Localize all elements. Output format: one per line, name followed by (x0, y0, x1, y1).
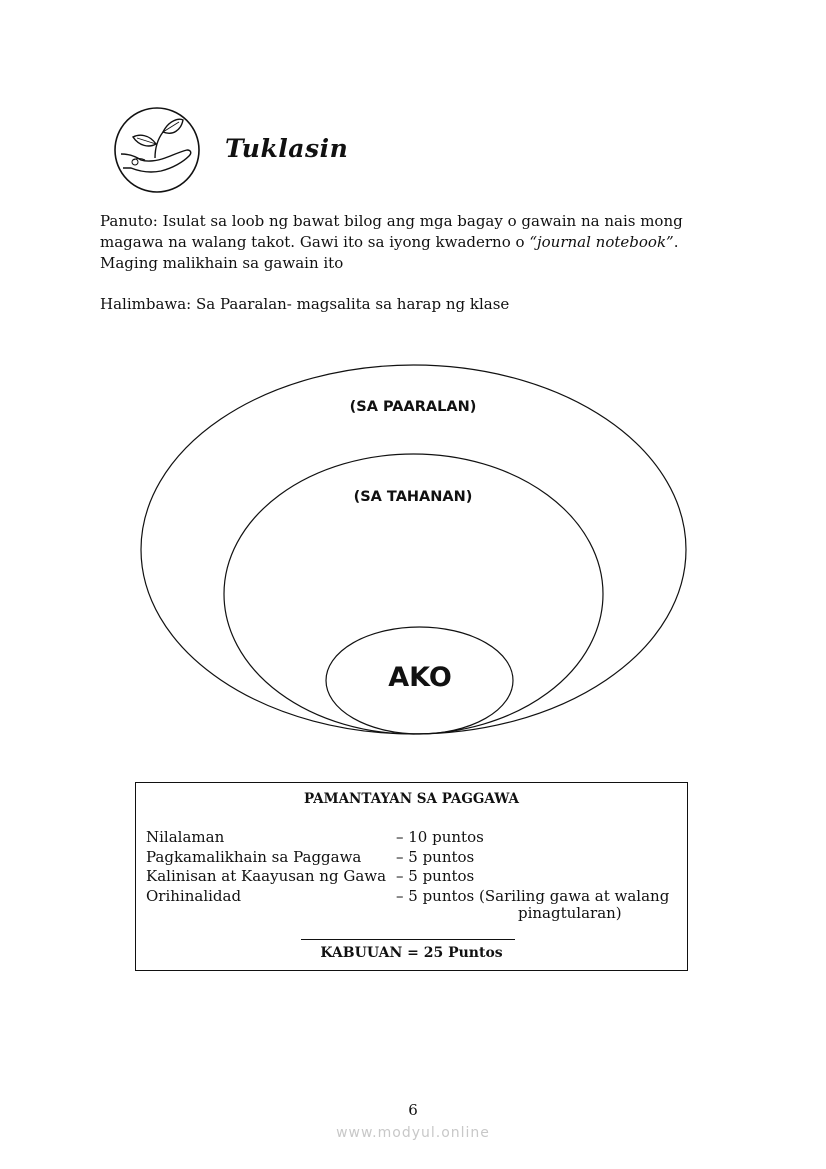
rubric-note-continued: pinagtularan) (518, 904, 622, 922)
section-title: Tuklasin (225, 134, 349, 163)
outer-circle-label: (SA PAARALAN) (349, 399, 477, 415)
inner-circle-label: AKO (388, 662, 452, 693)
instructions-tail: . Maging malikhain sa gawain ito (100, 233, 679, 272)
rubric-title: PAMANTAYAN SA PAGGAWA (304, 791, 519, 807)
middle-circle-label: (SA TAHANAN) (353, 489, 473, 505)
criterion-points: – 5 puntos (396, 847, 475, 866)
criterion-points: – 5 puntos (Sariling gawa at walang (396, 886, 670, 905)
criterion-name: Pagkamalikhain sa Paggawa (146, 847, 362, 866)
total-divider (301, 939, 515, 940)
rubric-box (135, 782, 688, 971)
criterion-name: Kalinisan at Kaayusan ng Gawa (146, 867, 387, 885)
criterion-points: – 5 puntos (396, 867, 475, 885)
watermark: www.modyul.online (336, 1125, 490, 1141)
criterion-name: Nilalaman (146, 828, 225, 846)
instructions-lead: Panuto: Isulat sa loob ng bawat bilog ang mga bagay o gawain na nais mong magawa na walang takot. Gawi ito sa iyong kwaderno o (100, 212, 683, 251)
criterion-name: Orihinalidad (146, 886, 242, 905)
page-number: 6 (408, 1101, 418, 1119)
example-text: Halimbawa: Sa Paaralan- magsalita sa harap ng klase (100, 295, 510, 313)
criterion-points: – 10 puntos (396, 828, 484, 846)
rubric-total: KABUUAN = 25 Puntos (320, 945, 503, 961)
instructions-italic: “journal notebook” (529, 233, 674, 251)
